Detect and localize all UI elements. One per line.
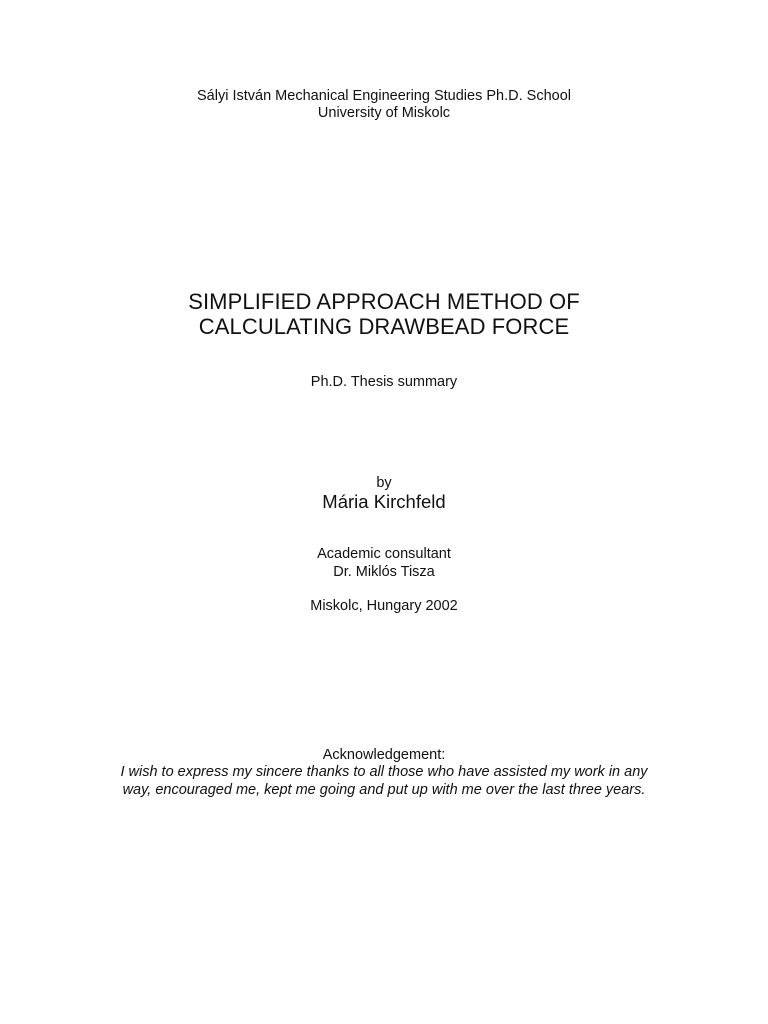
thesis-title-line-2: CALCULATING DRAWBEAD FORCE [198, 314, 570, 339]
by-label: by [376, 475, 392, 491]
university-name: University of Miskolc [317, 105, 451, 121]
author-name: Mária Kirchfeld [322, 491, 446, 512]
consultant-name: Dr. Miklós Tisza [333, 564, 435, 580]
acknowledgement-heading: Acknowledgement: [322, 747, 446, 763]
thesis-subtitle: Ph.D. Thesis summary [310, 374, 458, 390]
consultant-label: Academic consultant [317, 546, 451, 562]
place-date: Miskolc, Hungary 2002 [310, 598, 458, 614]
school-name: Sályi István Mechanical Engineering Studies Ph.D. School [197, 88, 571, 104]
thesis-title-line-1: SIMPLIFIED APPROACH METHOD OF [188, 289, 580, 314]
acknowledgement-text: I wish to express my sincere thanks to all those who have assisted my work in any way, encouraged me, kept me going and put up with me over the last three years. [120, 764, 648, 798]
